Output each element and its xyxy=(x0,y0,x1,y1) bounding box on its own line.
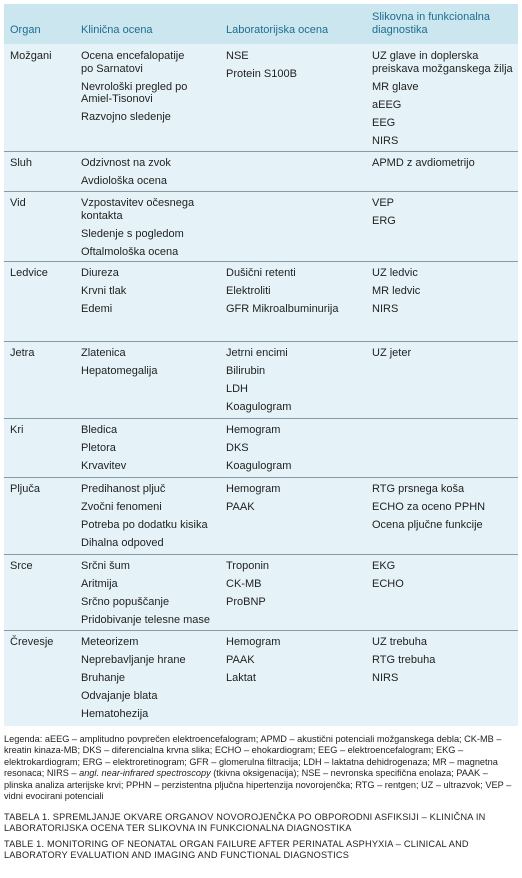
lab-cell xyxy=(226,267,338,321)
header-imaging-line1: Slikovna in funkcionalna xyxy=(372,11,491,23)
clinical-item: Edemi xyxy=(81,303,113,315)
imaging-item: UZ ledvic xyxy=(372,267,418,279)
clinical-item: Avdiološka ocena xyxy=(81,175,168,187)
imaging-item: VEP xyxy=(372,197,395,209)
clinical-item: Oftalmološka ocena xyxy=(81,245,179,258)
clinical-cell xyxy=(81,560,210,632)
header-lab: Laboratorijska ocena xyxy=(226,24,329,36)
imaging-item: EEG xyxy=(372,116,396,129)
header-clinical: Klinična ocena xyxy=(81,24,153,36)
clinical-item: Krvavitev xyxy=(81,460,127,472)
row-separator xyxy=(4,341,518,342)
lab-item: LDH xyxy=(226,383,249,395)
imaging-cell xyxy=(372,483,518,537)
imaging-item: ERG xyxy=(372,215,396,227)
imaging-item: NIRS xyxy=(372,672,399,684)
lab-item: Bilirubin xyxy=(226,365,266,377)
clinical-item: Zlatenica xyxy=(81,347,126,359)
organ-cell: Sluh xyxy=(10,157,33,169)
imaging-item: Ocena pljučne funkcije xyxy=(372,519,483,531)
organ-monitoring-table xyxy=(4,4,518,726)
clinical-item: Potreba po dodatku kisika xyxy=(81,519,208,531)
lab-item: NSE xyxy=(226,50,249,62)
imaging-item: UZ glave in doplerska preiskava možganskega žilja xyxy=(372,50,513,75)
organ-cell: Možgani xyxy=(10,50,52,62)
lab-item: Laktat xyxy=(226,672,256,684)
imaging-item: NIRS xyxy=(372,303,399,315)
clinical-cell xyxy=(81,636,186,726)
clinical-cell xyxy=(81,157,171,193)
lab-item: GFR Mikroalbuminurija xyxy=(226,303,339,315)
clinical-cell xyxy=(81,483,208,555)
imaging-cell xyxy=(372,347,518,365)
imaging-item: NIRS xyxy=(372,134,399,147)
lab-cell xyxy=(226,424,291,478)
imaging-item: ECHO za oceno PPHN xyxy=(372,501,486,513)
imaging-item: ECHO xyxy=(372,578,404,590)
imaging-cell xyxy=(372,197,518,233)
lab-item: CK-MB xyxy=(226,578,262,590)
lab-item: PAAK xyxy=(226,654,255,666)
imaging-item: UZ trebuha xyxy=(372,636,428,648)
imaging-cell xyxy=(372,636,518,690)
imaging-cell xyxy=(372,560,518,596)
legend-text-end: (tkivna oksigenacija); NSE – nevronska specifična enolaza; PAAK – plinska analiza arterijske krvi; PPHN – perzistentna pljučna hipertenzija novorojenčka; RTG – rentgen; UZ – ultrazvok; VEP – vidni evocirani potenciali xyxy=(4,768,512,802)
imaging-item: RTG trebuha xyxy=(372,654,436,666)
lab-item: Hemogram xyxy=(226,636,281,648)
imaging-item: MR glave xyxy=(372,80,419,93)
imaging-item: MR ledvic xyxy=(372,285,421,297)
clinical-item: Dihalna odpoved xyxy=(81,537,164,549)
lab-cell xyxy=(226,347,291,419)
imaging-item: EKG xyxy=(372,560,396,572)
legend-italic-term: angl. near-infrared spectroscopy xyxy=(79,768,211,779)
table-caption-english: TABLE 1. MONITORING OF NEONATAL ORGAN FAILURE AFTER PERINATAL ASPHYXIA – CLINICAL AND LABORATORY EVALUATION AND IMAGING AND FUNCTIONAL DIAGNOSTICS xyxy=(4,839,469,861)
lab-item: Hemogram xyxy=(226,424,281,436)
clinical-item: Pridobivanje telesne mase xyxy=(81,614,211,626)
lab-cell xyxy=(226,483,280,519)
imaging-cell xyxy=(372,267,518,321)
clinical-cell xyxy=(81,267,126,321)
imaging-cell xyxy=(372,50,518,153)
lab-item: Protein S100B xyxy=(226,68,297,80)
imaging-item: aEEG xyxy=(372,98,402,111)
clinical-item: Srčni šum xyxy=(81,560,130,572)
clinical-item: Sledenje s pogledom xyxy=(81,227,184,240)
clinical-item: Diureza xyxy=(81,267,119,279)
lab-item: Hemogram xyxy=(226,483,281,495)
imaging-item: UZ jeter xyxy=(372,347,412,359)
clinical-item: Odzivnost na zvok xyxy=(81,157,171,169)
lab-cell xyxy=(226,636,280,690)
clinical-item: Razvojno sledenje xyxy=(81,111,171,123)
clinical-item: Neprebavljanje hrane xyxy=(81,654,186,666)
clinical-item: Hematohezija xyxy=(81,708,149,720)
imaging-cell xyxy=(372,157,518,175)
clinical-cell xyxy=(81,424,126,478)
clinical-item: Aritmija xyxy=(81,578,118,590)
clinical-item: Hepatomegalija xyxy=(81,365,158,377)
organ-cell: Ledvice xyxy=(10,267,48,279)
header-organ: Organ xyxy=(10,24,41,36)
clinical-item: Ocena encefalopatije po Sarnatovi xyxy=(81,50,185,75)
table-caption-slovenian: TABELA 1. SPREMLJANJE OKVARE ORGANOV NOVOROJENČKA PO OBPORODNI ASFIKSIJI – KLINIČNA IN LABORATORIJSKA OCENA TER SLIKOVNA IN FUNKCIONALNA DIAGNOSTIKA xyxy=(4,812,486,834)
clinical-item: Bledica xyxy=(81,424,118,436)
clinical-cell xyxy=(81,197,194,264)
lab-item: Elektroliti xyxy=(226,285,271,297)
organ-cell: Jetra xyxy=(10,347,35,359)
imaging-item: RTG prsnega koša xyxy=(372,483,465,495)
clinical-item: Bruhanje xyxy=(81,672,126,684)
clinical-item: Predihanost pljuč xyxy=(81,483,166,495)
legend-text-start: Legenda: aEEG – amplitudno povprečen elektroencefalogram; APMD – akustični potenciali možganskega debla; CK-MB – kreatin kinaza-MB; DKS – diferencialna krvna slika; ECHO – ehokardiogram; EEG – elektroencefalogram; EKG – elektrokardiogram; ERG – elektroretinogram; GFR – glomerulna filtracija; LDH – laktatna dehidrogenaza; MR – magnetna resonaca; NIRS – xyxy=(4,734,502,779)
lab-item: Koagulogram xyxy=(226,460,292,472)
organ-cell: Pljuča xyxy=(10,483,40,495)
table-legend xyxy=(4,734,518,802)
lab-item: ProBNP xyxy=(226,596,266,608)
clinical-item: Srčno popuščanje xyxy=(81,596,170,608)
clinical-cell xyxy=(81,347,157,383)
clinical-item: Zvočni fenomeni xyxy=(81,501,162,513)
clinical-cell xyxy=(81,50,187,129)
lab-item: Koagulogram xyxy=(226,401,292,413)
lab-item: Troponin xyxy=(226,560,270,572)
organ-cell: Črevesje xyxy=(10,636,54,648)
lab-item: DKS xyxy=(226,442,249,454)
lab-item: Jetrni encimi xyxy=(226,347,288,359)
organ-cell: Srce xyxy=(10,560,33,572)
clinical-item: Krvni tlak xyxy=(81,285,127,297)
header-imaging-line2: diagnostika xyxy=(372,24,428,36)
lab-cell xyxy=(226,560,269,614)
lab-item: PAAK xyxy=(226,501,255,513)
clinical-item: Nevrološki pregled po Amiel-Tisonovi xyxy=(81,80,188,105)
clinical-item: Meteorizem xyxy=(81,636,139,648)
lab-cell xyxy=(226,50,297,86)
organ-cell: Kri xyxy=(10,424,24,436)
table-header xyxy=(4,4,518,44)
clinical-item: Pletora xyxy=(81,442,116,454)
lab-item: Dušični retenti xyxy=(226,267,296,279)
clinical-item: Vzpostavitev očesnega kontakta xyxy=(81,197,195,222)
imaging-item: APMD z avdiometrijo xyxy=(372,157,475,169)
clinical-item: Odvajanje blata xyxy=(81,690,158,702)
organ-cell: Vid xyxy=(10,197,26,209)
